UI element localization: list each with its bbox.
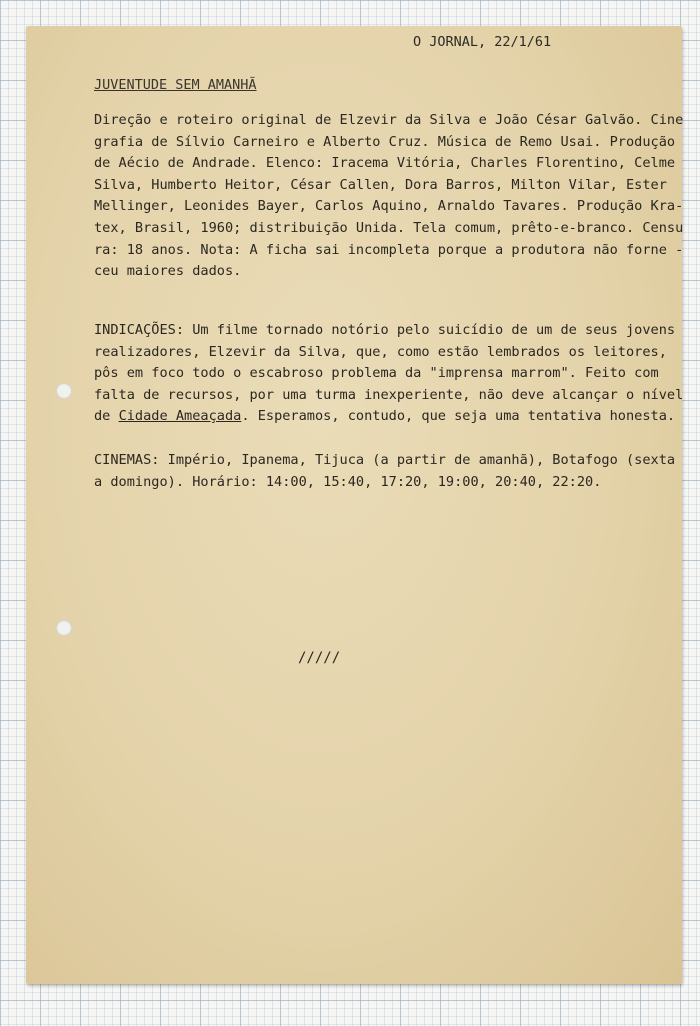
cinemas-paragraph (94, 450, 675, 493)
text-line-prefix: de (94, 408, 119, 425)
punch-hole-bottom (56, 620, 72, 636)
text-line-suffix: . Esperamos, contudo, que seja uma tentativa honesta. (241, 408, 676, 425)
text-line: tex, Brasil, 1960; distribuição Unida. Tela comum, prêto-e-branco. Censu (94, 219, 684, 236)
text-line: pôs em foco todo o escabroso problema da "imprensa marrom". Feito com (94, 365, 659, 382)
referenced-film-title: Cidade Ameaçada (118, 408, 242, 425)
text-line: realizadores, Elzevir da Silva, que, como estão lembrados os leitores, (94, 343, 667, 360)
text-line: Mellinger, Leonides Bayer, Carlos Aquino, Arnaldo Tavares. Produção Kra- (94, 198, 684, 215)
text-line: INDICAÇÕES: Um filme tornado notório pelo suicídio de um de seus jovens (94, 322, 676, 338)
text-line: ceu maiores dados. (94, 263, 242, 280)
text-line: ra: 18 anos. Nota: A ficha sai incompleta porque a produtora não forne - (94, 241, 684, 258)
newspaper-date-header: O JORNAL, 22/1/61 (413, 34, 552, 50)
document-page (26, 26, 682, 984)
text-line: Silva, Humberto Heitor, César Callen, Dora Barros, Milton Vilar, Ester (94, 176, 667, 193)
text-line: falta de recursos, por uma turma inexperiente, não deve alcançar o nível (94, 386, 684, 403)
text-line: CINEMAS: Império, Ipanema, Tijuca (a partir de amanhã), Botafogo (sexta (94, 452, 676, 468)
end-mark: ///// (298, 650, 341, 666)
text-line: de Aécio de Andrade. Elenco: Iracema Vitória, Charles Florentino, Celme (94, 155, 676, 172)
indicacoes-paragraph (94, 320, 683, 428)
film-title: JUVENTUDE SEM AMANHÃ (94, 77, 257, 93)
text-line: a domingo). Horário: 14:00, 15:40, 17:20, 19:00, 20:40, 22:20. (94, 473, 602, 490)
text-line: Direção e roteiro original de Elzevir da Silva e João César Galvão. Cine (94, 112, 684, 128)
credits-paragraph (94, 110, 683, 283)
text-line: grafia de Sílvio Carneiro e Alberto Cruz. Música de Remo Usai. Produção (94, 133, 676, 150)
punch-hole-top (56, 383, 72, 399)
